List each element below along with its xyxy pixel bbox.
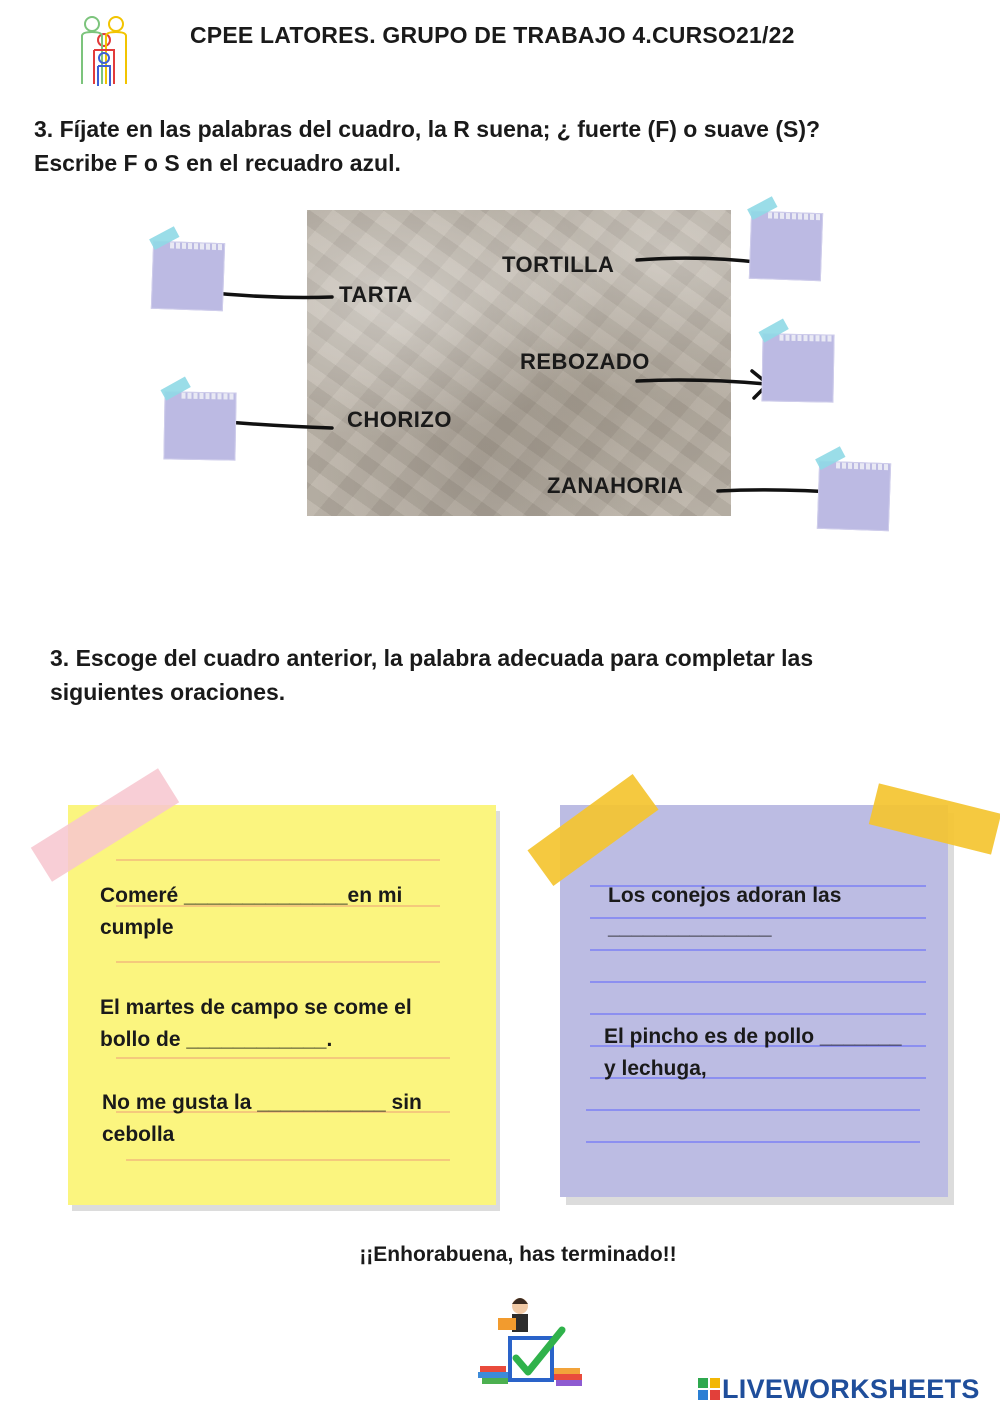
yellow-sentence-1 bbox=[100, 880, 402, 944]
answer-box-tortilla[interactable] bbox=[749, 211, 823, 281]
sticky-holes bbox=[181, 393, 235, 400]
liveworksheets-logo-icon bbox=[698, 1378, 720, 1400]
exercise2-line2: siguientes oraciones. bbox=[50, 679, 286, 705]
purple-sentence-1-a: Los conejos adoran las bbox=[608, 884, 842, 907]
purple-sentence-1 bbox=[608, 880, 841, 944]
word-chorizo: CHORIZO bbox=[347, 407, 452, 432]
note-line bbox=[116, 1057, 450, 1059]
note-line bbox=[126, 1159, 450, 1161]
sticky-holes bbox=[836, 462, 890, 470]
note-line bbox=[590, 981, 926, 983]
yellow-sentence-2 bbox=[100, 992, 412, 1056]
answer-box-chorizo[interactable] bbox=[163, 391, 236, 460]
exercise1-line2: Escribe F o S en el recuadro azul. bbox=[34, 150, 401, 176]
note-line bbox=[590, 1013, 926, 1015]
yellow-sticky-note bbox=[68, 805, 496, 1205]
answer-box-tarta[interactable] bbox=[151, 241, 225, 311]
answer-box-zanahoria[interactable] bbox=[817, 461, 891, 531]
purple-sentence-1-b: ______________ bbox=[608, 916, 772, 939]
exercise2-instructions bbox=[50, 641, 813, 709]
exercise2-line1: 3. Escoge del cuadro anterior, la palabra adecuada para completar las bbox=[50, 645, 814, 671]
sticky-holes bbox=[170, 242, 224, 250]
note-line bbox=[116, 961, 440, 963]
purple-sentence-2-b: y lechuga, bbox=[604, 1057, 707, 1080]
word-zanahoria: ZANAHORIA bbox=[547, 473, 684, 498]
note-line bbox=[586, 1141, 920, 1143]
word-tortilla: TORTILLA bbox=[502, 252, 615, 277]
yellow-sentence-1-b: cumple bbox=[100, 916, 174, 939]
yellow-sentence-3-b: cebolla bbox=[102, 1123, 175, 1146]
page-header-title: CPEE LATORES. GRUPO DE TRABAJO 4.CURSO21/22 bbox=[190, 22, 795, 48]
answer-box-rebozado[interactable] bbox=[761, 333, 834, 402]
word-rebozado: REBOZADO bbox=[520, 349, 650, 374]
exercise1-line1: 3. Fíjate en las palabras del cuadro, la R suena; ¿ fuerte (F) o suave (S)? bbox=[34, 116, 821, 142]
arrow-tortilla bbox=[637, 258, 765, 263]
yellow-sentence-1-a: Comeré ______________en mi bbox=[100, 884, 403, 907]
yellow-sentence-3 bbox=[102, 1087, 422, 1151]
yellow-sentence-3-a: No me gusta la ___________ sin bbox=[102, 1091, 422, 1114]
purple-sentence-2 bbox=[604, 1021, 902, 1085]
word-tarta: TARTA bbox=[339, 282, 413, 307]
student-checkmark-illustration bbox=[476, 1290, 586, 1394]
yellow-sentence-2-b: bollo de ____________. bbox=[100, 1028, 333, 1051]
note-line bbox=[586, 1109, 920, 1111]
purple-sticky-note bbox=[560, 805, 948, 1197]
yellow-sentence-2-a: El martes de campo se come el bbox=[100, 996, 412, 1019]
note-line bbox=[590, 949, 926, 951]
sticky-holes bbox=[779, 335, 833, 342]
congrats-message: ¡¡Enhorabuena, has terminado!! bbox=[359, 1243, 677, 1266]
arrow-rebozado bbox=[637, 380, 766, 384]
sticky-holes bbox=[768, 212, 822, 220]
note-line bbox=[116, 859, 440, 861]
liveworksheets-brand: LIVEWORKSHEETS bbox=[722, 1374, 980, 1404]
purple-sentence-2-a: El pincho es de pollo _______ bbox=[604, 1025, 902, 1048]
